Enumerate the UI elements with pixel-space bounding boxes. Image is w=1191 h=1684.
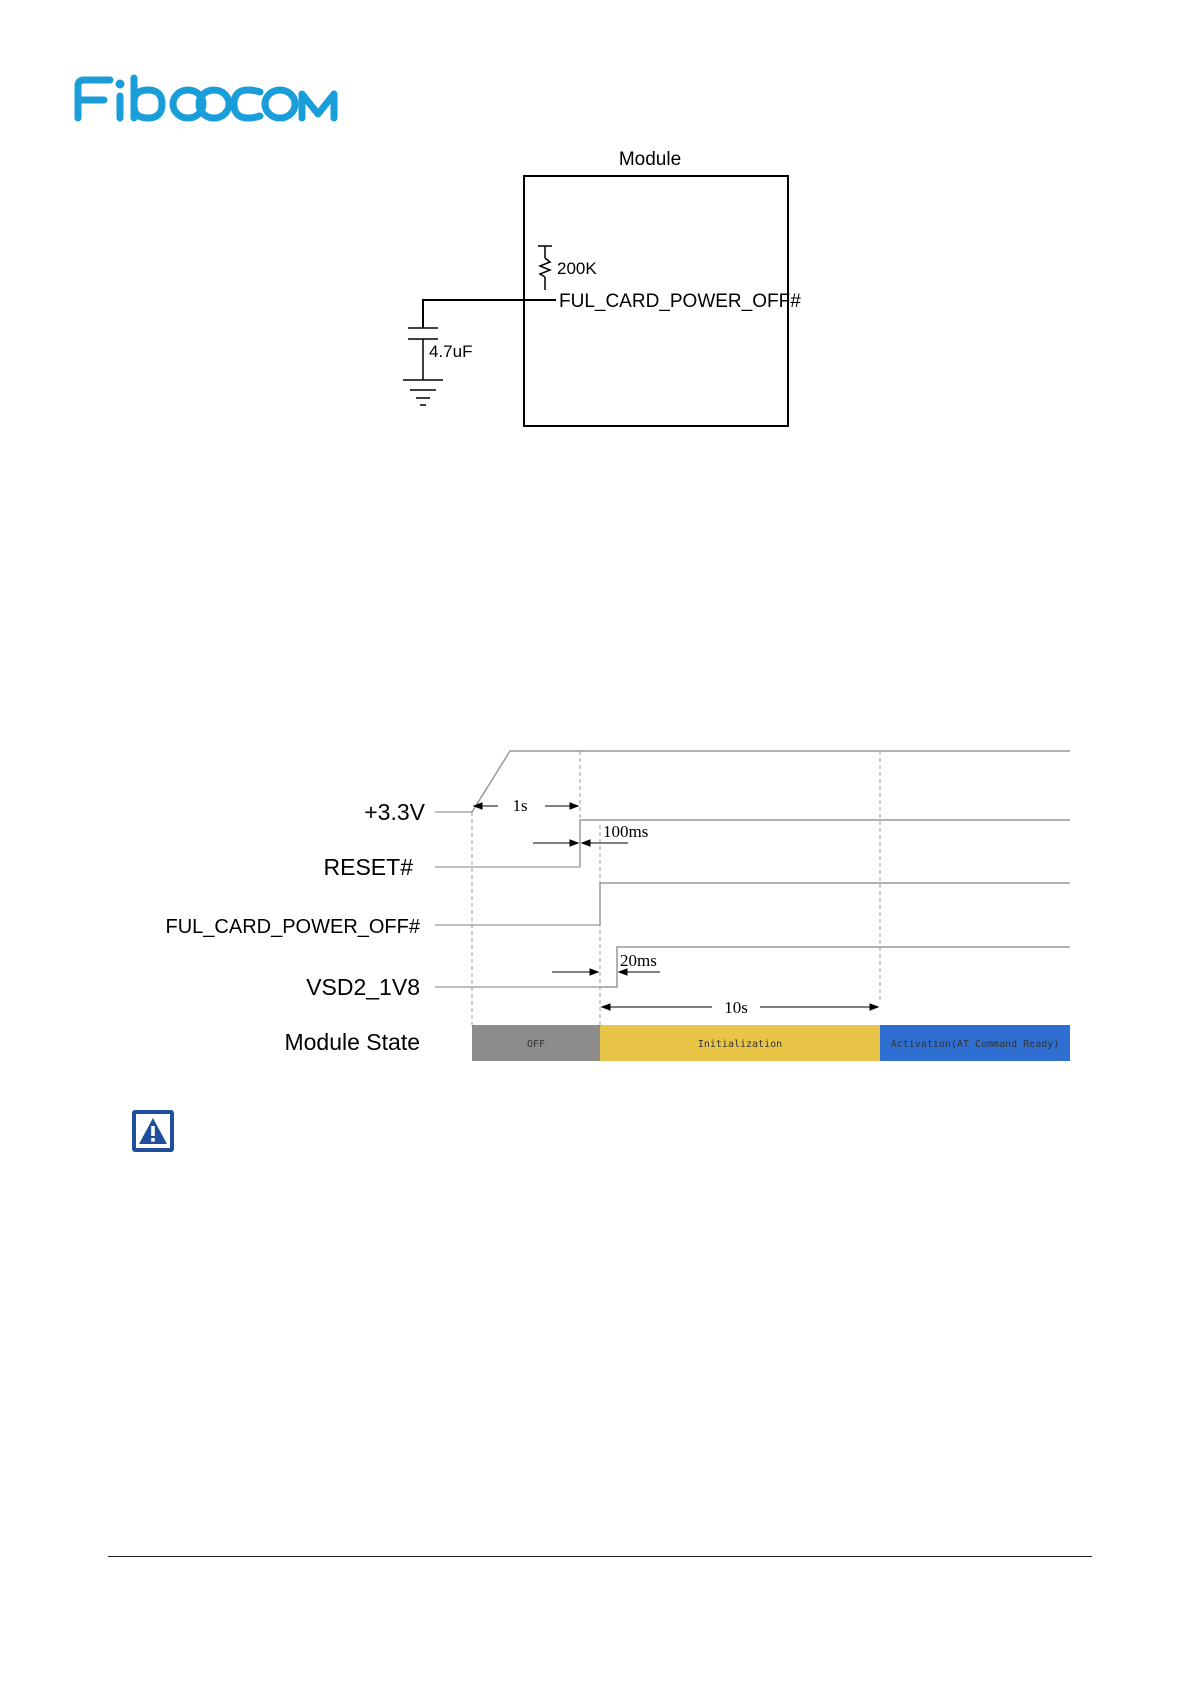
footer-divider xyxy=(108,1556,1092,1557)
interval-20ms-label: 20ms xyxy=(620,951,657,970)
resistor-label: 200K xyxy=(557,259,597,278)
signal-wire xyxy=(423,300,556,328)
waveform-vsd2 xyxy=(600,947,1070,987)
state-label-initialization: Initialization xyxy=(697,1039,783,1050)
module-label: Module xyxy=(618,149,682,170)
interval-1s-label: 1s xyxy=(512,796,528,815)
signal-label: FUL_CARD_POWER_OFF# xyxy=(559,291,801,312)
resistor-200k xyxy=(538,246,552,290)
signal-label-reset: RESET# xyxy=(323,854,413,880)
warning-icon xyxy=(130,1108,176,1154)
state-label-activation: Activation(AT Command Ready) xyxy=(890,1039,1060,1050)
power-on-timing-diagram xyxy=(120,745,1080,1075)
signal-label-ful-card-power-off: FUL_CARD_POWER_OFF# xyxy=(165,916,420,938)
signal-label-3v3: +3.3V xyxy=(364,799,425,825)
state-label-off: OFF xyxy=(526,1039,546,1050)
capacitor-label: 4.7uF xyxy=(429,342,473,361)
interval-10s-label: 10s xyxy=(724,998,748,1017)
signal-label-vsd2: VSD2_1V8 xyxy=(306,974,420,1000)
waveform-3v3 xyxy=(472,751,1070,812)
waveform-reset xyxy=(580,820,1070,867)
signal-label-module-state: Module State xyxy=(284,1029,420,1055)
power-off-circuit-diagram xyxy=(380,140,820,430)
ground-symbol xyxy=(403,380,443,405)
waveform-ful-card-power-off xyxy=(600,883,1070,925)
interval-100ms-label: 100ms xyxy=(603,822,649,841)
fibocom-logo xyxy=(70,74,340,124)
